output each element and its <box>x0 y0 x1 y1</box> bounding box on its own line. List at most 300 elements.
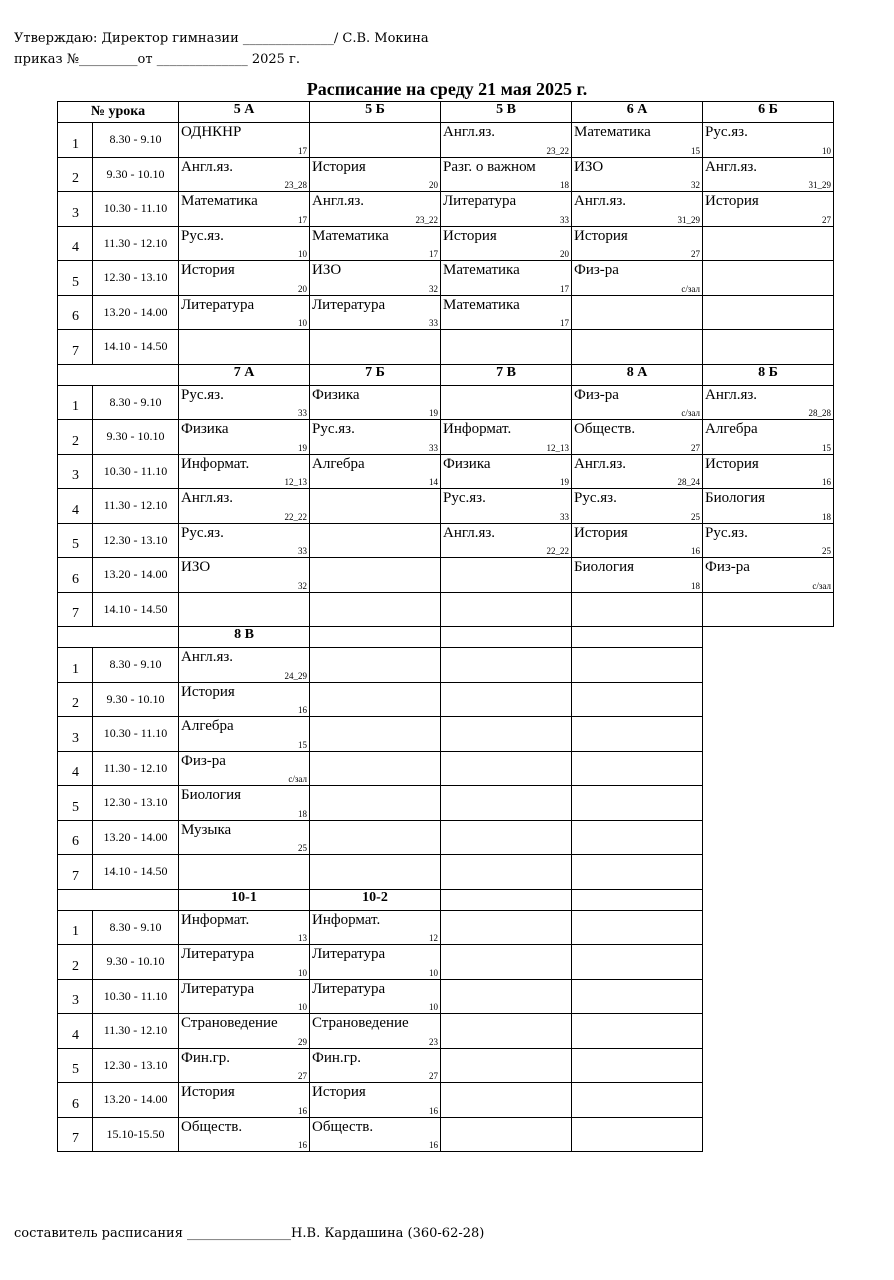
room-number: 16 <box>822 477 831 487</box>
lesson-cell <box>310 1117 441 1152</box>
empty-space <box>703 910 834 945</box>
class-name: 8 В <box>179 627 310 648</box>
subject-name: Информат. <box>181 455 250 472</box>
lesson-cell <box>572 226 703 261</box>
room-number: 10 <box>822 145 831 156</box>
lesson-cell <box>441 385 572 420</box>
class-name: 6 Б <box>703 102 834 123</box>
lesson-time: 8.30 - 9.10 <box>93 123 179 158</box>
room-number: 18 <box>822 511 831 522</box>
lesson-cell <box>441 1014 572 1049</box>
lesson-number: 7 <box>58 855 93 890</box>
lesson-cell <box>179 558 310 593</box>
approval-line: Утверждаю: Директор гимназии ______________/ С.В. Мокина <box>14 31 429 46</box>
lesson-cell <box>179 226 310 261</box>
empty-space <box>703 1014 834 1049</box>
subject-name: История <box>705 455 759 472</box>
lesson-number: 2 <box>58 945 93 980</box>
lesson-cell <box>703 489 834 524</box>
empty-space <box>703 945 834 980</box>
lesson-cell <box>310 157 441 192</box>
room-number: 32 <box>429 283 438 294</box>
room-number: 24_29 <box>284 670 307 681</box>
lesson-cell <box>441 420 572 455</box>
lesson-cell <box>179 855 310 890</box>
room-number: 23_28 <box>284 180 307 190</box>
class-header-row <box>58 627 834 648</box>
subject-name: Обществ. <box>312 1118 374 1135</box>
lesson-time: 10.30 - 11.10 <box>93 192 179 227</box>
room-number: с/зал <box>288 774 307 784</box>
lesson-cell <box>179 979 310 1014</box>
room-number: 23_22 <box>546 145 569 156</box>
room-number: 33 <box>429 318 438 328</box>
lesson-number-header <box>58 364 179 385</box>
class-header-row <box>58 102 834 123</box>
empty-space <box>703 1048 834 1083</box>
lesson-cell <box>572 592 703 627</box>
lesson-row <box>58 1083 834 1118</box>
room-number: 33 <box>560 511 569 522</box>
subject-name: Математика <box>443 296 520 313</box>
lesson-cell <box>441 820 572 855</box>
room-number: 12_13 <box>284 477 307 487</box>
room-number: 17 <box>298 145 307 156</box>
empty-space <box>703 627 834 648</box>
empty-space <box>703 717 834 752</box>
subject-name: Физ-ра <box>574 262 619 278</box>
lesson-cell <box>572 523 703 558</box>
room-number: 27 <box>298 1071 307 1081</box>
lesson-cell <box>441 261 572 296</box>
subject-name: ИЗО <box>574 158 604 175</box>
subject-name: Разг. о важном <box>443 158 536 175</box>
lesson-cell <box>441 979 572 1014</box>
subject-name: Рус.яз. <box>312 421 355 437</box>
lesson-cell <box>179 682 310 717</box>
lesson-time: 9.30 - 10.10 <box>93 682 179 717</box>
lesson-cell <box>703 420 834 455</box>
subject-name: Рус.яз. <box>705 124 748 140</box>
lesson-row <box>58 1117 834 1152</box>
lesson-cell <box>179 523 310 558</box>
lesson-cell <box>310 648 441 683</box>
subject-name: Рус.яз. <box>181 524 224 541</box>
room-number: 32 <box>691 180 700 190</box>
lesson-cell <box>310 1083 441 1118</box>
lesson-number: 2 <box>58 682 93 717</box>
subject-name: Литература <box>312 296 386 313</box>
lesson-cell <box>572 420 703 455</box>
lesson-cell <box>572 489 703 524</box>
room-number: 25 <box>691 511 700 522</box>
lesson-cell <box>441 330 572 365</box>
lesson-time: 10.30 - 11.10 <box>93 717 179 752</box>
lesson-number: 5 <box>58 1048 93 1083</box>
lesson-row <box>58 558 834 593</box>
lesson-number-header: № урока <box>58 102 179 123</box>
class-name: 6 А <box>572 102 703 123</box>
lesson-row <box>58 945 834 980</box>
room-number: 32 <box>298 580 307 591</box>
class-name: 5 Б <box>310 102 441 123</box>
room-number: 18 <box>691 580 700 591</box>
lesson-cell <box>179 648 310 683</box>
lesson-cell <box>310 330 441 365</box>
subject-name: Англ.яз. <box>705 386 758 403</box>
lesson-number: 5 <box>58 261 93 296</box>
lesson-number: 4 <box>58 751 93 786</box>
lesson-cell <box>179 454 310 489</box>
subject-name: История <box>574 227 628 244</box>
lesson-cell <box>179 1048 310 1083</box>
lesson-cell <box>310 295 441 330</box>
subject-name: Фин.гр. <box>181 1049 231 1066</box>
lesson-cell <box>703 157 834 192</box>
lesson-time: 13.20 - 14.00 <box>93 820 179 855</box>
subject-name: Рус.яз. <box>181 227 224 244</box>
lesson-cell <box>310 717 441 752</box>
lesson-cell <box>441 123 572 158</box>
lesson-cell <box>441 1083 572 1118</box>
room-number: 18 <box>298 808 307 819</box>
lesson-cell <box>441 945 572 980</box>
class-name: 10-2 <box>310 889 441 910</box>
lesson-row <box>58 979 834 1014</box>
room-number: 22_22 <box>546 546 569 556</box>
class-name: 10-1 <box>179 889 310 910</box>
lesson-cell <box>310 523 441 558</box>
class-name <box>441 889 572 910</box>
lesson-time: 11.30 - 12.10 <box>93 751 179 786</box>
lesson-row <box>58 592 834 627</box>
class-header-row <box>58 889 834 910</box>
room-number: 16 <box>429 1140 438 1150</box>
subject-name: Англ.яз. <box>705 158 758 175</box>
lesson-cell <box>179 123 310 158</box>
lesson-time: 12.30 - 13.10 <box>93 786 179 821</box>
lesson-cell <box>703 123 834 158</box>
room-number: 28_28 <box>808 408 831 418</box>
lesson-time: 14.10 - 14.50 <box>93 855 179 890</box>
lesson-row <box>58 261 834 296</box>
empty-space <box>703 648 834 683</box>
lesson-cell <box>310 261 441 296</box>
subject-name: Математика <box>181 193 258 209</box>
room-number: 33 <box>298 408 307 418</box>
class-name <box>441 627 572 648</box>
lesson-cell <box>441 751 572 786</box>
lesson-cell <box>572 192 703 227</box>
room-number: 16 <box>298 1105 307 1116</box>
lesson-time: 10.30 - 11.10 <box>93 979 179 1014</box>
lesson-cell <box>572 855 703 890</box>
lesson-cell <box>572 648 703 683</box>
lesson-number: 4 <box>58 226 93 261</box>
subject-name: История <box>312 158 366 175</box>
lesson-cell <box>703 261 834 296</box>
lesson-cell <box>310 682 441 717</box>
lesson-cell <box>572 751 703 786</box>
lesson-cell <box>179 295 310 330</box>
lesson-number: 6 <box>58 820 93 855</box>
room-number: 33 <box>429 442 438 453</box>
lesson-row <box>58 648 834 683</box>
order-line: приказ №_________от ______________ 2025 г. <box>14 52 300 67</box>
lesson-row <box>58 489 834 524</box>
room-number: 16 <box>298 705 307 715</box>
room-number: 20 <box>560 249 569 259</box>
room-number: 33 <box>560 214 569 225</box>
room-number: 20 <box>298 283 307 294</box>
room-number: 10 <box>429 1002 438 1012</box>
lesson-number: 3 <box>58 192 93 227</box>
lesson-cell <box>179 192 310 227</box>
room-number: 17 <box>560 318 569 328</box>
lesson-row <box>58 454 834 489</box>
lesson-cell <box>572 330 703 365</box>
subject-name: Литература <box>181 980 255 997</box>
subject-name: Англ.яз. <box>574 455 627 472</box>
subject-name: Литература <box>312 946 386 962</box>
subject-name: Рус.яз. <box>443 490 486 506</box>
lesson-cell <box>179 592 310 627</box>
subject-name: ОДНКНР <box>181 124 242 140</box>
room-number: 31_29 <box>677 214 700 225</box>
lesson-cell <box>179 1014 310 1049</box>
subject-name: Рус.яз. <box>574 490 617 506</box>
lesson-cell <box>703 295 834 330</box>
room-number: 10 <box>298 1002 307 1012</box>
room-number: 13 <box>298 933 307 943</box>
lesson-cell <box>179 786 310 821</box>
lesson-cell <box>441 192 572 227</box>
lesson-row <box>58 717 834 752</box>
lesson-number: 1 <box>58 123 93 158</box>
lesson-cell <box>572 385 703 420</box>
lesson-time: 8.30 - 9.10 <box>93 648 179 683</box>
lesson-cell <box>310 1014 441 1049</box>
lesson-time: 15.10-15.50 <box>93 1117 179 1152</box>
lesson-cell <box>441 855 572 890</box>
room-number: 27 <box>691 249 700 259</box>
lesson-row <box>58 1014 834 1049</box>
lesson-number: 7 <box>58 1117 93 1152</box>
lesson-cell <box>179 717 310 752</box>
empty-space <box>703 889 834 910</box>
lesson-number: 1 <box>58 385 93 420</box>
room-number: 10 <box>298 318 307 328</box>
lesson-cell <box>179 910 310 945</box>
lesson-time: 9.30 - 10.10 <box>93 157 179 192</box>
lesson-cell <box>310 454 441 489</box>
lesson-number: 4 <box>58 1014 93 1049</box>
subject-name: Биология <box>181 787 242 803</box>
empty-space <box>703 820 834 855</box>
class-name: 7 В <box>441 364 572 385</box>
lesson-cell <box>179 489 310 524</box>
lesson-cell <box>310 192 441 227</box>
subject-name: Информат. <box>443 421 512 437</box>
lesson-cell <box>441 295 572 330</box>
subject-name: Физика <box>443 455 491 472</box>
subject-name: Математика <box>443 262 520 278</box>
class-name: 5 А <box>179 102 310 123</box>
empty-space <box>703 682 834 717</box>
lesson-number: 6 <box>58 558 93 593</box>
lesson-cell <box>310 592 441 627</box>
subject-name: Англ.яз. <box>312 193 365 209</box>
lesson-number: 1 <box>58 910 93 945</box>
room-number: с/зал <box>812 580 831 591</box>
lesson-cell <box>572 157 703 192</box>
lesson-number: 2 <box>58 157 93 192</box>
room-number: 23_22 <box>415 214 438 225</box>
lesson-cell <box>572 1117 703 1152</box>
lesson-cell <box>179 261 310 296</box>
lesson-cell <box>572 1048 703 1083</box>
room-number: 17 <box>429 249 438 259</box>
subject-name: Страноведение <box>181 1015 278 1031</box>
subject-name: Англ.яз. <box>443 124 496 140</box>
lesson-time: 12.30 - 13.10 <box>93 1048 179 1083</box>
lesson-number: 5 <box>58 786 93 821</box>
lesson-cell <box>310 820 441 855</box>
lesson-row <box>58 295 834 330</box>
subject-name: История <box>443 227 497 244</box>
lesson-cell <box>703 385 834 420</box>
room-number: 18 <box>560 180 569 190</box>
subject-name: Литература <box>443 193 517 209</box>
subject-name: История <box>312 1084 366 1100</box>
room-number: 27 <box>822 214 831 225</box>
lesson-time: 9.30 - 10.10 <box>93 945 179 980</box>
empty-space <box>703 1083 834 1118</box>
subject-name: Литература <box>312 980 386 997</box>
lesson-cell <box>179 751 310 786</box>
class-name: 8 А <box>572 364 703 385</box>
class-name <box>310 627 441 648</box>
subject-name: Алгебра <box>705 421 758 437</box>
room-number: 15 <box>822 442 831 453</box>
lesson-cell <box>703 226 834 261</box>
lesson-time: 11.30 - 12.10 <box>93 489 179 524</box>
lesson-cell <box>572 717 703 752</box>
lesson-cell <box>572 454 703 489</box>
lesson-cell <box>310 1048 441 1083</box>
subject-name: Англ.яз. <box>181 490 234 506</box>
subject-name: Математика <box>312 227 389 244</box>
room-number: 25 <box>298 843 307 853</box>
room-number: 23 <box>429 1036 438 1047</box>
subject-name: Математика <box>574 124 651 140</box>
lesson-cell <box>441 558 572 593</box>
lesson-cell <box>441 226 572 261</box>
class-name <box>572 889 703 910</box>
subject-name: Литература <box>181 296 255 313</box>
room-number: 15 <box>691 145 700 156</box>
schedule-table <box>57 101 834 1152</box>
lesson-number: 7 <box>58 592 93 627</box>
lesson-row <box>58 682 834 717</box>
subject-name: История <box>181 683 235 700</box>
subject-name: Обществ. <box>181 1118 243 1135</box>
lesson-row <box>58 385 834 420</box>
room-number: 27 <box>691 442 700 453</box>
subject-name: ИЗО <box>181 559 211 575</box>
subject-name: Алгебра <box>312 455 365 472</box>
room-number: 31_29 <box>808 180 831 190</box>
room-number: 29 <box>298 1036 307 1047</box>
subject-name: Англ.яз. <box>181 649 234 665</box>
room-number: 12 <box>429 933 438 943</box>
lesson-cell <box>441 489 572 524</box>
lesson-cell <box>441 682 572 717</box>
lesson-cell <box>179 385 310 420</box>
lesson-time: 12.30 - 13.10 <box>93 261 179 296</box>
lesson-cell <box>441 1048 572 1083</box>
lesson-cell <box>441 592 572 627</box>
room-number: 19 <box>560 477 569 487</box>
subject-name: Физ-ра <box>705 559 750 575</box>
subject-name: Физ-ра <box>574 386 619 403</box>
lesson-cell <box>179 820 310 855</box>
lesson-cell <box>572 910 703 945</box>
room-number: 16 <box>691 546 700 556</box>
lesson-cell <box>310 558 441 593</box>
class-name: 8 Б <box>703 364 834 385</box>
lesson-number-header <box>58 889 179 910</box>
lesson-cell <box>572 1014 703 1049</box>
lesson-time: 13.20 - 14.00 <box>93 295 179 330</box>
room-number: 12_13 <box>546 442 569 453</box>
class-name <box>572 627 703 648</box>
lesson-cell <box>572 786 703 821</box>
lesson-time: 12.30 - 13.10 <box>93 523 179 558</box>
lesson-number: 1 <box>58 648 93 683</box>
subject-name: Алгебра <box>181 718 234 734</box>
lesson-cell <box>572 979 703 1014</box>
lesson-cell <box>441 717 572 752</box>
lesson-row <box>58 820 834 855</box>
lesson-cell <box>310 489 441 524</box>
lesson-number: 4 <box>58 489 93 524</box>
lesson-number: 3 <box>58 717 93 752</box>
room-number: 17 <box>298 214 307 225</box>
lesson-time: 14.10 - 14.50 <box>93 592 179 627</box>
lesson-cell <box>572 295 703 330</box>
subject-name: ИЗО <box>312 262 342 278</box>
room-number: 17 <box>560 283 569 294</box>
room-number: 15 <box>298 739 307 750</box>
class-name: 7 Б <box>310 364 441 385</box>
room-number: 22_22 <box>284 511 307 522</box>
lesson-cell <box>572 820 703 855</box>
room-number: 19 <box>298 442 307 453</box>
subject-name: История <box>705 193 759 209</box>
lesson-cell <box>703 592 834 627</box>
lesson-cell <box>310 123 441 158</box>
subject-name: Биология <box>705 490 766 506</box>
lesson-cell <box>441 157 572 192</box>
lesson-row <box>58 786 834 821</box>
subject-name: Музыка <box>181 821 232 838</box>
lesson-time: 8.30 - 9.10 <box>93 910 179 945</box>
lesson-cell <box>310 910 441 945</box>
lesson-cell <box>703 192 834 227</box>
subject-name: История <box>181 262 235 278</box>
class-name: 5 В <box>441 102 572 123</box>
